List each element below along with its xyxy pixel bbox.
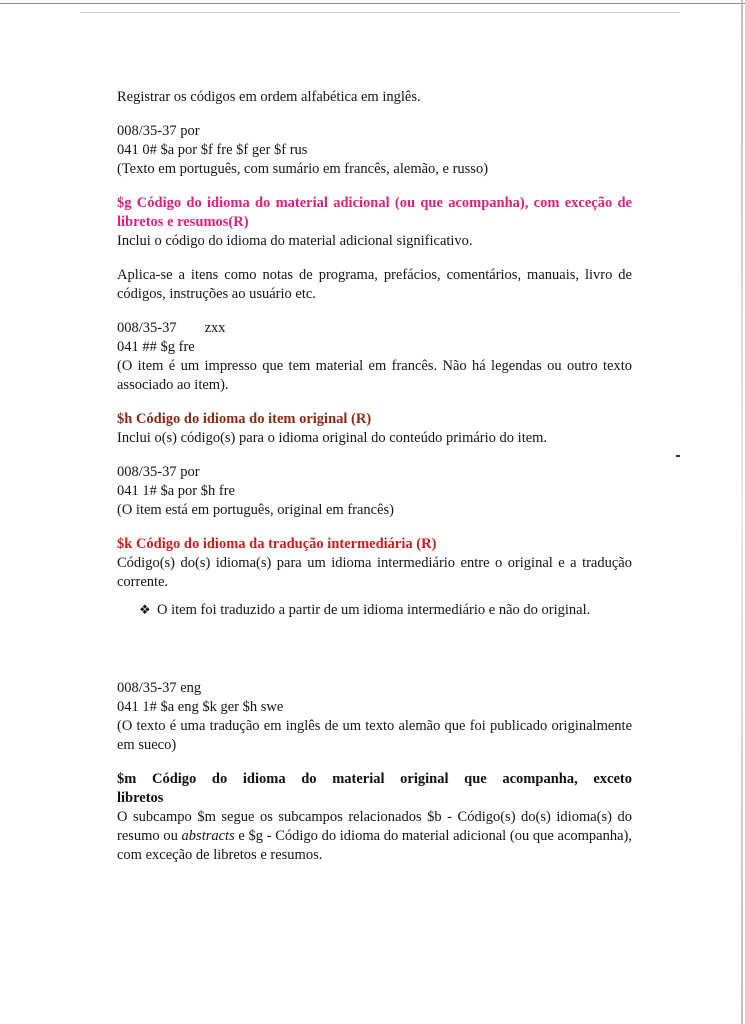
example-note: (O texto é uma tradução em inglês de um texto alemão que foi publicado originalmente em sueco) xyxy=(117,718,632,753)
paragraph-subfield-m xyxy=(117,808,632,865)
paragraph-subfield-h: Inclui o(s) código(s) para o idioma original do conteúdo primário do item. xyxy=(117,430,548,446)
example-008-field: 008/35-37 eng xyxy=(117,680,202,696)
heading-subfield-h: $h Código do idioma do item original (R) xyxy=(117,411,372,427)
document-page xyxy=(117,88,632,865)
example-041-field: 041 1# $a eng $k ger $h swe xyxy=(117,699,284,715)
example-008-value: zxx xyxy=(204,320,226,336)
example-041-field: 041 1# $a por $h fre xyxy=(117,483,235,499)
heading-subfield-k: $k Código do idioma da tradução intermediária (R) xyxy=(117,536,437,552)
example-note: (O item é um impresso que tem material em francês. Não há legendas ou outro texto associado ao item). xyxy=(117,358,632,393)
scan-speck xyxy=(676,455,680,457)
abstracts-term: abstracts xyxy=(181,828,235,844)
scan-edge-top xyxy=(0,3,745,4)
scan-edge-right xyxy=(741,0,743,1024)
diamond-bullet-icon: ❖ xyxy=(139,602,151,617)
paragraph-subfield-g: Inclui o código do idioma do material adicional significativo. xyxy=(117,233,473,249)
example-008-field: 008/35-37 por xyxy=(117,464,200,480)
example-008-tag: 008/35-37 xyxy=(117,320,177,336)
example-008-field xyxy=(117,319,632,338)
paragraph-order-rule: Registrar os códigos em ordem alfabética em inglês. xyxy=(117,89,421,105)
example-note: (O item está em português, original em francês) xyxy=(117,502,395,518)
bullet-text: O item foi traduzido a partir de um idioma intermediário e não do original. xyxy=(157,602,591,618)
paragraph-subfield-m-part2: e $g - Código do idioma do material adicional (ou que acompanha), com exceção de libretos e resumos. xyxy=(117,828,632,863)
paragraph-applies-to: Aplica-se a itens como notas de programa, prefácios, comentários, manuais, livro de códigos, instruções ao usuário etc. xyxy=(117,267,632,302)
heading-subfield-m: $m Código do idioma do material original que acompanha, exceto libretos xyxy=(117,771,632,806)
paragraph-subfield-k: Código(s) do(s) idioma(s) para um idioma intermediário entre o original e a tradução corrente. xyxy=(117,555,632,590)
scan-edge-top-faint xyxy=(80,12,680,13)
bullet-item xyxy=(139,600,632,620)
example-041-field: 041 0# $a por $f fre $f ger $f rus xyxy=(117,142,308,158)
paragraph-subfield-m-part1: O subcampo $m segue os subcampos relacionados $b - Código(s) do(s) idioma(s) do resumo ou xyxy=(117,809,632,844)
example-041-field: 041 ## $g fre xyxy=(117,339,195,355)
example-008-field: 008/35-37 por xyxy=(117,123,200,139)
example-note: (Texto em português, com sumário em francês, alemão, e russo) xyxy=(117,161,489,177)
heading-subfield-g: $g Código do idioma do material adicional (ou que acompanha), com exceção de libretos e resumos(R) xyxy=(117,195,632,230)
